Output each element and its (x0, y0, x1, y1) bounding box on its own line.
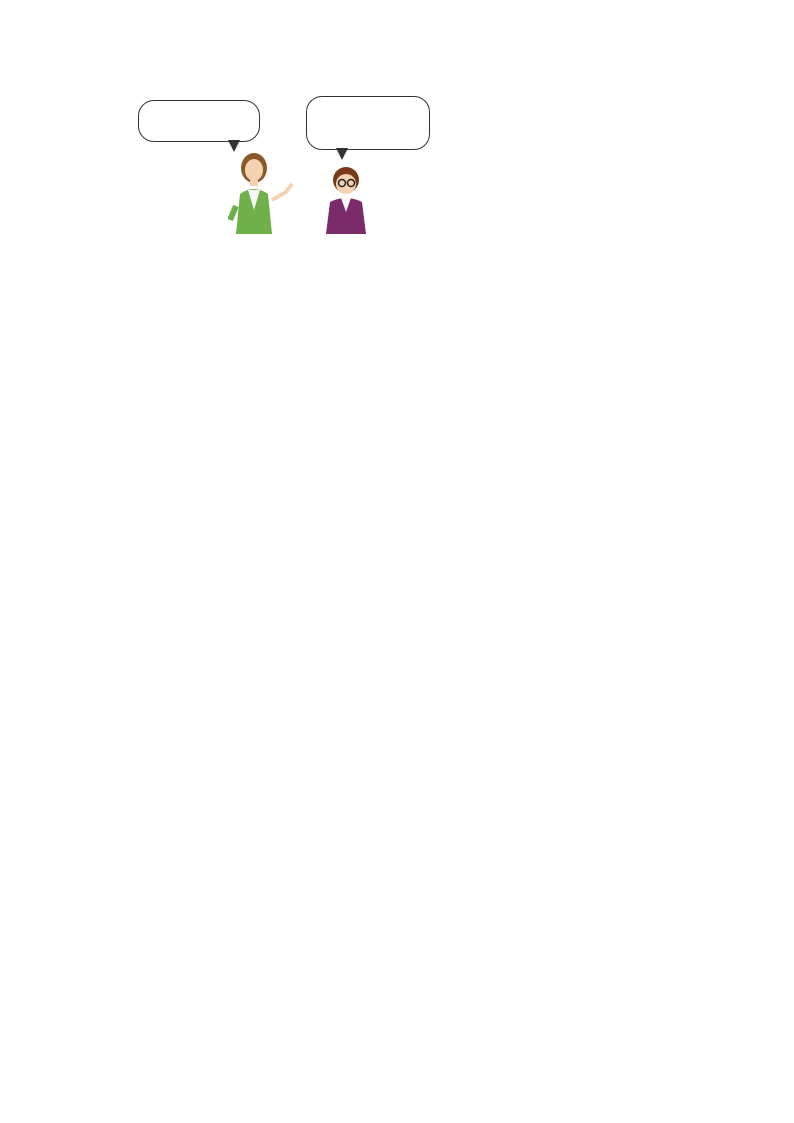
speech-bubble-right (306, 96, 430, 150)
answer-abaci-area (136, 762, 556, 944)
bubble-right-tail (336, 148, 348, 160)
dialogue-illustration (136, 92, 432, 234)
teacher-figure (228, 150, 310, 234)
student-figure (318, 164, 376, 234)
speech-bubble-left (138, 100, 260, 142)
question-abaci-area (136, 438, 658, 622)
